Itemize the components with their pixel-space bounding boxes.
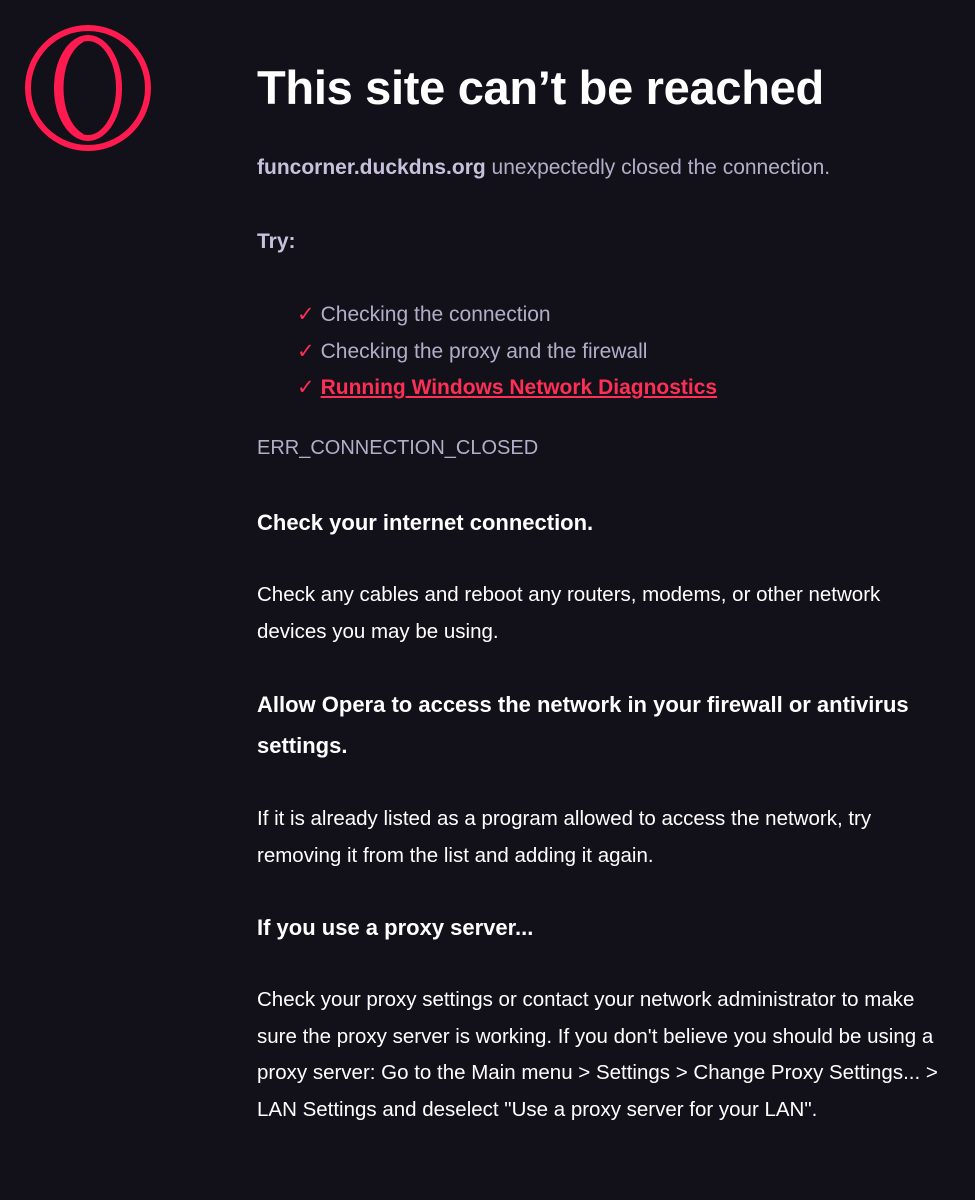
section-body-proxy: Check your proxy settings or contact your network administrator to make sure the proxy server is working. If you don't believe you should be using a proxy server: Go to the Main menu > Settings > Change Proxy Settings... > LAN Settings and deselect "Use a proxy server for your LAN". — [257, 988, 938, 1121]
section-body-internet: Check any cables and reboot any routers, modems, or other network devices you may be using. — [257, 583, 881, 643]
suggestion-item — [297, 300, 717, 337]
suggestion-list — [297, 300, 717, 410]
checkmark-icon: ✓ — [297, 339, 315, 363]
error-code: ERR_CONNECTION_CLOSED — [257, 437, 539, 459]
page-title: This site can’t be reached — [257, 61, 824, 114]
suggestion-check-proxy-firewall: Checking the proxy and the firewall — [320, 339, 648, 363]
section-heading-proxy: If you use a proxy server... — [257, 915, 534, 940]
suggestion-check-connection: Checking the connection — [320, 303, 551, 326]
suggestion-item — [297, 373, 717, 410]
network-diagnostics-link[interactable]: Running Windows Network Diagnostics — [320, 376, 718, 399]
site-domain: funcorner.duckdns.org — [257, 156, 486, 179]
checkmark-icon: ✓ — [297, 376, 315, 399]
try-label: Try: — [257, 230, 296, 253]
error-message — [257, 156, 830, 180]
suggestion-item — [297, 337, 717, 374]
section-heading-internet: Check your internet connection. — [257, 510, 594, 535]
opera-logo-icon — [22, 22, 154, 154]
error-message-text: unexpectedly closed the connection. — [485, 156, 831, 179]
section-body-firewall: If it is already listed as a program allowed to access the network, try removing it from the list and adding it again. — [257, 807, 872, 867]
section-heading-firewall: Allow Opera to access the network in your firewall or antivirus settings. — [257, 692, 909, 758]
checkmark-icon: ✓ — [297, 303, 315, 326]
